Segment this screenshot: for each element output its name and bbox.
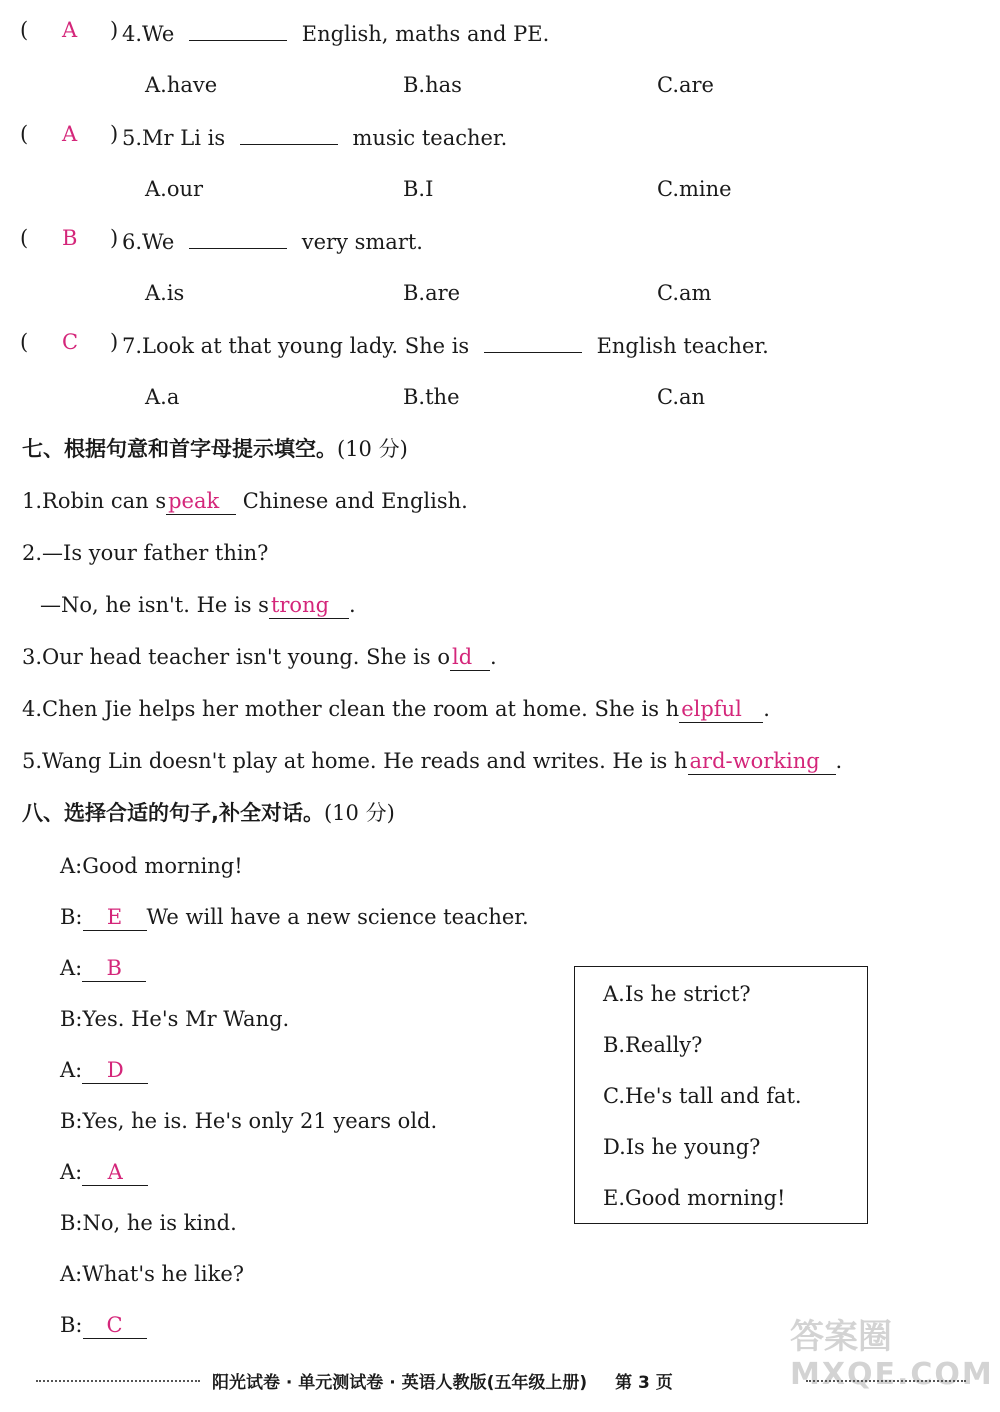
section-points: (10 分) [323, 801, 395, 825]
answer-fill: C [83, 1312, 147, 1339]
dialogue-line-9 [60, 1259, 244, 1289]
dialogue-text: Good morning! [82, 854, 243, 878]
answer-fill: elpful [679, 696, 763, 723]
question-stem-end: English, maths and PE. [301, 22, 550, 46]
box-option-a: A.Is he strict? [603, 982, 751, 1006]
fill-item-4 [22, 694, 770, 724]
footer-title: 阳光试卷 · 单元测试卷 · 英语人教版(五年级上册) [212, 1373, 588, 1393]
dialogue-text: What's he like? [82, 1262, 245, 1286]
sentence-start: 3.Our head teacher isn't young. She is o [22, 645, 450, 669]
answer-letter: A [62, 18, 78, 42]
option-b: B.I [403, 177, 434, 201]
option-c: C.are [657, 73, 714, 97]
dialogue-options-box [574, 966, 868, 1224]
answer-blank [240, 122, 338, 145]
dialogue-text: Yes. He's Mr Wang. [82, 1007, 290, 1031]
speaker: B: [60, 1211, 83, 1235]
answer-paren: ) [110, 226, 119, 250]
dialogue-line-3 [60, 953, 146, 983]
footer-divider-left [36, 1380, 200, 1382]
speaker: A: [60, 1262, 83, 1286]
answer-paren: ( [20, 122, 29, 146]
footer-text [212, 1368, 673, 1393]
speaker: B: [60, 905, 83, 929]
fill-item-2-question [22, 538, 268, 568]
option-a: A.is [145, 281, 185, 305]
option-b: B.are [403, 281, 461, 305]
answer-letter: A [62, 122, 78, 146]
section-points: (10 分) [337, 437, 408, 461]
question-number: 6. [122, 230, 143, 254]
answer-blank [189, 226, 287, 249]
dialogue-line-1 [60, 851, 243, 881]
answer-fill: trong [269, 592, 349, 619]
dialogue-text: We will have a new science teacher. [146, 905, 529, 929]
answer-fill: ard-working [688, 748, 836, 775]
footer-divider-right [806, 1380, 966, 1382]
section-8-heading [22, 798, 395, 828]
dialogue-line-6 [60, 1106, 437, 1136]
answer-paren: ( [20, 18, 29, 42]
watermark-text: 答案圈 [790, 1317, 892, 1357]
answer-fill: D [82, 1057, 148, 1084]
fill-item-2-answer [40, 590, 356, 620]
answer-paren: ) [110, 330, 119, 354]
dialogue-line-4 [60, 1004, 289, 1034]
option-b: B.has [403, 73, 462, 97]
section-7-heading [22, 434, 408, 464]
speaker: B: [60, 1007, 83, 1031]
option-c: C.am [657, 281, 712, 305]
dialogue-line-2 [60, 902, 529, 932]
sentence-start: —No, he isn't. He is s [40, 593, 269, 617]
watermark-url: MXQE.COM [790, 1357, 994, 1392]
sentence-end: . [763, 697, 770, 721]
option-c: C.an [657, 385, 706, 409]
fill-item-5 [22, 746, 842, 776]
dialogue-text: No, he is kind. [82, 1211, 237, 1235]
option-a: A.our [145, 177, 204, 201]
answer-fill: E [83, 904, 147, 931]
question-stem-end: English teacher. [596, 334, 769, 358]
speaker: A: [60, 1160, 83, 1184]
sentence-start: 1.Robin can s [22, 489, 167, 513]
fill-item-1 [22, 486, 468, 516]
section-title: 七、根据句意和首字母提示填空。 [22, 437, 337, 461]
page-footer [0, 1368, 1000, 1394]
speaker: B: [60, 1313, 83, 1337]
dialogue-line-10 [60, 1310, 147, 1340]
question-number: 7. [122, 334, 143, 358]
option-c: C.mine [657, 177, 732, 201]
answer-fill: A [82, 1159, 148, 1186]
dialogue-text: Yes, he is. He's only 21 years old. [82, 1109, 438, 1133]
dialogue-line-8 [60, 1208, 237, 1238]
box-option-d: D.Is he young? [603, 1135, 761, 1159]
answer-blank [484, 330, 582, 353]
sentence: 2.—Is your father thin? [22, 541, 269, 565]
option-b: B.the [403, 385, 460, 409]
sentence-start: 5.Wang Lin doesn't play at home. He reads and writes. He is h [22, 749, 688, 773]
section-title: 八、选择合适的句子,补全对话。 [22, 801, 324, 825]
question-stem-end: very smart. [301, 230, 423, 254]
question-stem: We [142, 230, 175, 254]
sentence-end: Chinese and English. [236, 489, 468, 513]
answer-paren: ( [20, 330, 29, 354]
answer-letter: C [62, 330, 79, 354]
box-option-e: E.Good morning! [603, 1186, 786, 1210]
option-a: A.a [145, 385, 180, 409]
speaker: A: [60, 1058, 83, 1082]
sentence-start: 4.Chen Jie helps her mother clean the room at home. She is h [22, 697, 680, 721]
answer-fill: ld [450, 644, 490, 671]
question-number: 4. [122, 22, 143, 46]
fill-item-3 [22, 642, 497, 672]
box-option-c: C.He's tall and fat. [603, 1084, 802, 1108]
question-stem-end: music teacher. [352, 126, 508, 150]
answer-fill: peak [166, 488, 236, 515]
speaker: B: [60, 1109, 83, 1133]
question-stem: We [142, 22, 175, 46]
answer-blank [189, 18, 287, 41]
question-stem: Look at that young lady. She is [142, 334, 470, 358]
speaker: A: [60, 854, 83, 878]
speaker: A: [60, 956, 83, 980]
answer-paren: ) [110, 122, 119, 146]
question-stem: Mr Li is [142, 126, 226, 150]
answer-paren: ( [20, 226, 29, 250]
page-number: 第 3 页 [615, 1373, 673, 1393]
sentence-end: . [835, 749, 843, 773]
sentence-end: . [489, 645, 497, 669]
dialogue-line-5 [60, 1055, 148, 1085]
box-option-b: B.Really? [603, 1033, 703, 1057]
question-number: 5. [122, 126, 143, 150]
answer-paren: ) [110, 18, 119, 42]
answer-fill: B [82, 955, 146, 982]
sentence-end: . [348, 593, 356, 617]
option-a: A.have [145, 73, 218, 97]
answer-letter: B [62, 226, 78, 250]
dialogue-line-7 [60, 1157, 148, 1187]
